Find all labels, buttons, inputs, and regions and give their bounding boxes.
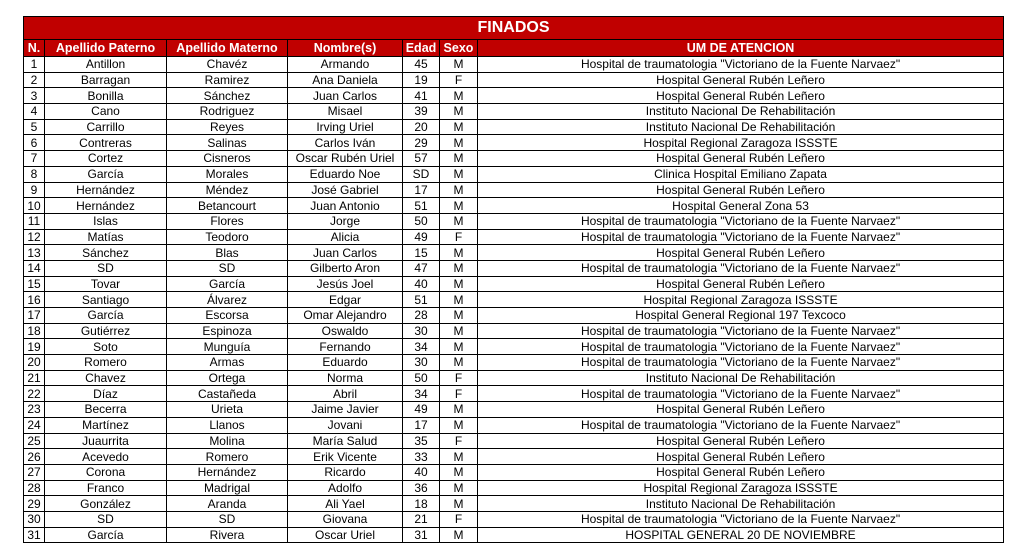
table-row (24, 260, 1004, 276)
cell-sexo: M (440, 308, 478, 324)
cell-number: 24 (24, 417, 45, 433)
cell-apellido-materno: Ortega (167, 370, 288, 386)
cell-edad: 36 (403, 480, 440, 496)
title-row (24, 17, 1004, 40)
cell-edad: 40 (403, 276, 440, 292)
cell-edad: 33 (403, 449, 440, 465)
table-row (24, 166, 1004, 182)
cell-number: 14 (24, 260, 45, 276)
cell-number: 18 (24, 323, 45, 339)
cell-apellido-paterno: Contreras (45, 135, 167, 151)
cell-sexo: M (440, 339, 478, 355)
cell-edad: 15 (403, 245, 440, 261)
cell-um-atencion: Hospital General Rubén Leñero (478, 433, 1004, 449)
cell-edad: 19 (403, 72, 440, 88)
cell-um-atencion: Hospital de traumatologia "Victoriano de la Fuente Narvaez" (478, 323, 1004, 339)
finados-sheet (23, 16, 1003, 543)
cell-edad: 30 (403, 323, 440, 339)
cell-um-atencion: Hospital de traumatologia "Victoriano de la Fuente Narvaez" (478, 417, 1004, 433)
cell-number: 3 (24, 88, 45, 104)
cell-nombres: Eduardo Noe (288, 166, 403, 182)
cell-number: 22 (24, 386, 45, 402)
cell-um-atencion: Hospital General Rubén Leñero (478, 72, 1004, 88)
cell-number: 29 (24, 496, 45, 512)
cell-sexo: M (440, 496, 478, 512)
cell-edad: 30 (403, 355, 440, 371)
cell-nombres: Gilberto Aron (288, 260, 403, 276)
cell-nombres: Carlos Iván (288, 135, 403, 151)
table-row (24, 245, 1004, 261)
cell-apellido-paterno: García (45, 527, 167, 543)
cell-apellido-paterno: Franco (45, 480, 167, 496)
cell-sexo: M (440, 166, 478, 182)
cell-um-atencion: Hospital General Regional 197 Texcoco (478, 308, 1004, 324)
cell-apellido-materno: Méndez (167, 182, 288, 198)
cell-apellido-materno: Escorsa (167, 308, 288, 324)
cell-apellido-materno: Romero (167, 449, 288, 465)
cell-nombres: Oscar Uriel (288, 527, 403, 543)
cell-nombres: Armando (288, 57, 403, 73)
cell-apellido-paterno: Corona (45, 464, 167, 480)
column-header-um-atencion: UM DE ATENCION (478, 40, 1004, 57)
cell-apellido-paterno: Hernández (45, 182, 167, 198)
cell-nombres: Abril (288, 386, 403, 402)
cell-edad: 51 (403, 292, 440, 308)
table-row (24, 292, 1004, 308)
cell-number: 30 (24, 511, 45, 527)
column-header-apellido-paterno: Apellido Paterno (45, 40, 167, 57)
cell-um-atencion: Hospital General Rubén Leñero (478, 464, 1004, 480)
cell-sexo: M (440, 292, 478, 308)
cell-um-atencion: Hospital Regional Zaragoza ISSSTE (478, 292, 1004, 308)
cell-apellido-materno: Madrigal (167, 480, 288, 496)
cell-um-atencion: Hospital de traumatologia "Victoriano de la Fuente Narvaez" (478, 213, 1004, 229)
cell-number: 16 (24, 292, 45, 308)
cell-um-atencion: Hospital General Rubén Leñero (478, 151, 1004, 167)
cell-apellido-materno: Rodriguez (167, 104, 288, 120)
cell-nombres: José Gabriel (288, 182, 403, 198)
cell-um-atencion: Hospital de traumatologia "Victoriano de la Fuente Narvaez" (478, 511, 1004, 527)
cell-sexo: M (440, 276, 478, 292)
cell-apellido-paterno: Juaurrita (45, 433, 167, 449)
cell-nombres: Ana Daniela (288, 72, 403, 88)
table-row (24, 370, 1004, 386)
table-row (24, 323, 1004, 339)
cell-apellido-paterno: Matías (45, 229, 167, 245)
table-row (24, 433, 1004, 449)
cell-sexo: F (440, 72, 478, 88)
cell-apellido-paterno: González (45, 496, 167, 512)
cell-apellido-materno: Ramirez (167, 72, 288, 88)
cell-um-atencion: Instituto Nacional De Rehabilitación (478, 496, 1004, 512)
cell-um-atencion: Hospital Regional Zaragoza ISSSTE (478, 480, 1004, 496)
cell-apellido-materno: Castañeda (167, 386, 288, 402)
table-title: FINADOS (24, 17, 1004, 40)
cell-edad: 50 (403, 213, 440, 229)
cell-apellido-materno: Munguía (167, 339, 288, 355)
cell-number: 13 (24, 245, 45, 261)
cell-um-atencion: Hospital General Rubén Leñero (478, 245, 1004, 261)
cell-apellido-paterno: Martínez (45, 417, 167, 433)
column-header-number: N. (24, 40, 45, 57)
table-row (24, 480, 1004, 496)
table-row (24, 464, 1004, 480)
table-row (24, 449, 1004, 465)
cell-edad: 35 (403, 433, 440, 449)
cell-um-atencion: Clinica Hospital Emiliano Zapata (478, 166, 1004, 182)
table-row (24, 88, 1004, 104)
cell-sexo: F (440, 386, 478, 402)
cell-sexo: M (440, 355, 478, 371)
cell-nombres: Oscar Rubén Uriel (288, 151, 403, 167)
cell-number: 25 (24, 433, 45, 449)
cell-sexo: M (440, 135, 478, 151)
cell-sexo: M (440, 88, 478, 104)
cell-apellido-materno: Salinas (167, 135, 288, 151)
cell-sexo: M (440, 213, 478, 229)
cell-nombres: Misael (288, 104, 403, 120)
cell-sexo: M (440, 402, 478, 418)
cell-apellido-materno: Aranda (167, 496, 288, 512)
cell-apellido-paterno: Gutiérrez (45, 323, 167, 339)
cell-um-atencion: Hospital General Rubén Leñero (478, 88, 1004, 104)
cell-apellido-materno: SD (167, 511, 288, 527)
cell-sexo: F (440, 229, 478, 245)
cell-sexo: M (440, 119, 478, 135)
cell-apellido-paterno: Acevedo (45, 449, 167, 465)
cell-number: 28 (24, 480, 45, 496)
cell-edad: SD (403, 166, 440, 182)
cell-apellido-materno: Hernández (167, 464, 288, 480)
cell-number: 5 (24, 119, 45, 135)
cell-edad: 34 (403, 339, 440, 355)
table-row (24, 527, 1004, 543)
table-row (24, 119, 1004, 135)
table-row (24, 339, 1004, 355)
cell-apellido-paterno: Islas (45, 213, 167, 229)
cell-nombres: Jesús Joel (288, 276, 403, 292)
cell-nombres: Jaime Javier (288, 402, 403, 418)
cell-nombres: Juan Carlos (288, 88, 403, 104)
cell-um-atencion: Hospital de traumatologia "Victoriano de la Fuente Narvaez" (478, 260, 1004, 276)
cell-um-atencion: Hospital Regional Zaragoza ISSSTE (478, 135, 1004, 151)
cell-um-atencion: Hospital de traumatologia "Victoriano de la Fuente Narvaez" (478, 386, 1004, 402)
cell-apellido-materno: Teodoro (167, 229, 288, 245)
cell-nombres: Ali Yael (288, 496, 403, 512)
cell-um-atencion: Hospital General Rubén Leñero (478, 276, 1004, 292)
column-header-sexo: Sexo (440, 40, 478, 57)
table-row (24, 355, 1004, 371)
header-row (24, 40, 1004, 57)
cell-apellido-paterno: Soto (45, 339, 167, 355)
cell-nombres: Edgar (288, 292, 403, 308)
cell-nombres: Jovani (288, 417, 403, 433)
cell-edad: 21 (403, 511, 440, 527)
cell-apellido-paterno: García (45, 308, 167, 324)
cell-nombres: Oswaldo (288, 323, 403, 339)
cell-number: 7 (24, 151, 45, 167)
cell-sexo: M (440, 260, 478, 276)
cell-apellido-paterno: Romero (45, 355, 167, 371)
cell-nombres: Juan Antonio (288, 198, 403, 214)
cell-sexo: F (440, 370, 478, 386)
cell-nombres: Erik Vicente (288, 449, 403, 465)
cell-apellido-materno: Betancourt (167, 198, 288, 214)
cell-sexo: M (440, 449, 478, 465)
cell-nombres: Irving Uriel (288, 119, 403, 135)
cell-nombres: Adolfo (288, 480, 403, 496)
cell-apellido-materno: Chavéz (167, 57, 288, 73)
cell-number: 17 (24, 308, 45, 324)
cell-number: 31 (24, 527, 45, 543)
cell-apellido-paterno: Hernández (45, 198, 167, 214)
column-header-apellido-materno: Apellido Materno (167, 40, 288, 57)
cell-edad: 51 (403, 198, 440, 214)
cell-apellido-materno: Morales (167, 166, 288, 182)
table-row (24, 386, 1004, 402)
cell-apellido-paterno: Sánchez (45, 245, 167, 261)
cell-apellido-paterno: Tovar (45, 276, 167, 292)
cell-nombres: Eduardo (288, 355, 403, 371)
table-row (24, 151, 1004, 167)
cell-nombres: Omar Alejandro (288, 308, 403, 324)
cell-edad: 28 (403, 308, 440, 324)
cell-um-atencion: Instituto Nacional De Rehabilitación (478, 370, 1004, 386)
cell-nombres: María Salud (288, 433, 403, 449)
table-row (24, 104, 1004, 120)
cell-apellido-paterno: Santiago (45, 292, 167, 308)
cell-apellido-paterno: García (45, 166, 167, 182)
cell-apellido-materno: SD (167, 260, 288, 276)
table-row (24, 308, 1004, 324)
cell-apellido-materno: Rivera (167, 527, 288, 543)
cell-sexo: M (440, 245, 478, 261)
cell-edad: 17 (403, 182, 440, 198)
cell-edad: 49 (403, 229, 440, 245)
cell-sexo: M (440, 527, 478, 543)
cell-apellido-materno: García (167, 276, 288, 292)
cell-nombres: Fernando (288, 339, 403, 355)
cell-nombres: Giovana (288, 511, 403, 527)
cell-number: 20 (24, 355, 45, 371)
cell-number: 26 (24, 449, 45, 465)
cell-edad: 34 (403, 386, 440, 402)
cell-edad: 49 (403, 402, 440, 418)
table-row (24, 276, 1004, 292)
cell-apellido-paterno: Chavez (45, 370, 167, 386)
cell-number: 11 (24, 213, 45, 229)
cell-apellido-paterno: SD (45, 511, 167, 527)
cell-number: 9 (24, 182, 45, 198)
table-row (24, 496, 1004, 512)
cell-um-atencion: Instituto Nacional De Rehabilitación (478, 104, 1004, 120)
table-row (24, 213, 1004, 229)
cell-apellido-paterno: Antillon (45, 57, 167, 73)
cell-apellido-materno: Molina (167, 433, 288, 449)
cell-edad: 31 (403, 527, 440, 543)
cell-apellido-materno: Cisneros (167, 151, 288, 167)
cell-apellido-materno: Flores (167, 213, 288, 229)
cell-edad: 17 (403, 417, 440, 433)
cell-sexo: M (440, 151, 478, 167)
cell-nombres: Alicia (288, 229, 403, 245)
cell-number: 10 (24, 198, 45, 214)
table-row (24, 402, 1004, 418)
cell-number: 21 (24, 370, 45, 386)
cell-apellido-paterno: Carrillo (45, 119, 167, 135)
cell-apellido-paterno: Cano (45, 104, 167, 120)
cell-nombres: Jorge (288, 213, 403, 229)
cell-edad: 39 (403, 104, 440, 120)
cell-sexo: M (440, 323, 478, 339)
cell-apellido-paterno: Bonilla (45, 88, 167, 104)
cell-number: 19 (24, 339, 45, 355)
cell-edad: 47 (403, 260, 440, 276)
cell-edad: 18 (403, 496, 440, 512)
cell-sexo: F (440, 433, 478, 449)
cell-um-atencion: Hospital General Rubén Leñero (478, 402, 1004, 418)
cell-apellido-paterno: Cortez (45, 151, 167, 167)
cell-apellido-materno: Blas (167, 245, 288, 261)
cell-apellido-materno: Sánchez (167, 88, 288, 104)
table-row (24, 72, 1004, 88)
cell-sexo: F (440, 511, 478, 527)
cell-sexo: M (440, 57, 478, 73)
cell-sexo: M (440, 417, 478, 433)
cell-number: 4 (24, 104, 45, 120)
column-header-edad: Edad (403, 40, 440, 57)
table-row (24, 511, 1004, 527)
cell-sexo: M (440, 480, 478, 496)
cell-sexo: M (440, 198, 478, 214)
table-row (24, 135, 1004, 151)
cell-um-atencion: Hospital de traumatologia "Victoriano de la Fuente Narvaez" (478, 355, 1004, 371)
cell-um-atencion: Instituto Nacional De Rehabilitación (478, 119, 1004, 135)
cell-sexo: M (440, 104, 478, 120)
cell-apellido-materno: Reyes (167, 119, 288, 135)
cell-nombres: Norma (288, 370, 403, 386)
cell-apellido-materno: Urieta (167, 402, 288, 418)
table-row (24, 417, 1004, 433)
cell-edad: 41 (403, 88, 440, 104)
cell-um-atencion: Hospital General Rubén Leñero (478, 449, 1004, 465)
column-header-nombres: Nombre(s) (288, 40, 403, 57)
table-row (24, 198, 1004, 214)
table-row (24, 182, 1004, 198)
cell-sexo: M (440, 182, 478, 198)
cell-number: 23 (24, 402, 45, 418)
cell-edad: 40 (403, 464, 440, 480)
cell-edad: 20 (403, 119, 440, 135)
table-row (24, 229, 1004, 245)
cell-um-atencion: Hospital de traumatologia "Victoriano de la Fuente Narvaez" (478, 57, 1004, 73)
cell-number: 2 (24, 72, 45, 88)
cell-um-atencion: HOSPITAL GENERAL 20 DE NOVIEMBRE (478, 527, 1004, 543)
cell-apellido-paterno: SD (45, 260, 167, 276)
cell-nombres: Ricardo (288, 464, 403, 480)
cell-number: 27 (24, 464, 45, 480)
cell-edad: 45 (403, 57, 440, 73)
cell-edad: 57 (403, 151, 440, 167)
cell-apellido-paterno: Barragan (45, 72, 167, 88)
cell-apellido-materno: Álvarez (167, 292, 288, 308)
cell-um-atencion: Hospital General Zona 53 (478, 198, 1004, 214)
cell-nombres: Juan Carlos (288, 245, 403, 261)
cell-edad: 29 (403, 135, 440, 151)
cell-apellido-materno: Espinoza (167, 323, 288, 339)
cell-um-atencion: Hospital General Rubén Leñero (478, 182, 1004, 198)
cell-edad: 50 (403, 370, 440, 386)
cell-number: 8 (24, 166, 45, 182)
cell-apellido-paterno: Becerra (45, 402, 167, 418)
cell-number: 1 (24, 57, 45, 73)
cell-sexo: M (440, 464, 478, 480)
cell-apellido-materno: Llanos (167, 417, 288, 433)
finados-table (23, 16, 1004, 543)
table-body (24, 57, 1004, 543)
table-row (24, 57, 1004, 73)
cell-number: 15 (24, 276, 45, 292)
cell-number: 6 (24, 135, 45, 151)
cell-um-atencion: Hospital de traumatologia "Victoriano de la Fuente Narvaez" (478, 229, 1004, 245)
cell-number: 12 (24, 229, 45, 245)
cell-apellido-materno: Armas (167, 355, 288, 371)
cell-um-atencion: Hospital de traumatologia "Victoriano de la Fuente Narvaez" (478, 339, 1004, 355)
cell-apellido-paterno: Díaz (45, 386, 167, 402)
